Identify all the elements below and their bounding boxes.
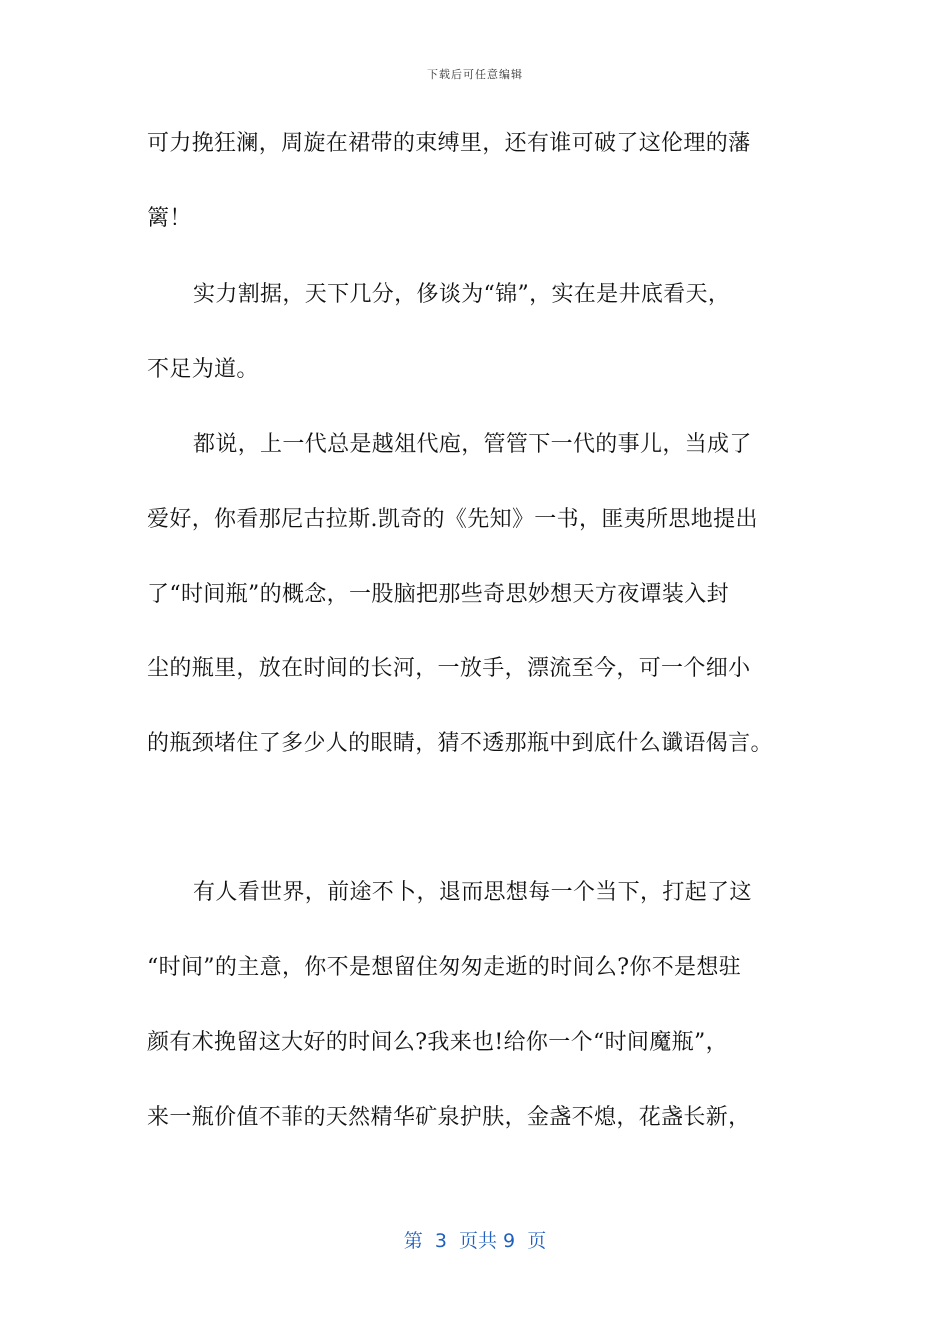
paragraph-first-line: 都说，上一代总是越俎代庖，管管下一代的事儿，当成了 — [193, 432, 752, 457]
text-line: 爱好，你看那尼古拉斯.凯奇的《先知》一书，匪夷所思地提出 — [147, 507, 758, 532]
text-line: 可力挽狂澜，周旋在裙带的束缚里，还有谁可破了这伦理的藩 — [147, 131, 751, 156]
text-line: 尘的瓶里，放在时间的长河，一放手，漂流至今，可一个细小 — [147, 656, 751, 681]
paragraph-first-line: 有人看世界，前途不卜，退而思想每一个当下，打起了这 — [193, 880, 752, 905]
paragraph-first-line: 实力割据，天下几分，侈谈为“锦”，实在是井底看天， — [193, 282, 731, 307]
text-line: 了“时间瓶”的概念，一股脑把那些奇思妙想天方夜谭装入封 — [147, 582, 729, 607]
text-line: 来一瓶价值不菲的天然精华矿泉护肤，金盏不熄，花盏长新， — [147, 1105, 751, 1130]
page-header: 下载后可任意编辑 — [427, 68, 523, 81]
page-footer: 第 3 页共 9 页 — [403, 1230, 547, 1252]
text-line: 的瓶颈堵住了多少人的眼睛，猜不透那瓶中到底什么谶语偈言。 — [147, 731, 773, 756]
text-line: “时间”的主意，你不是想留住匆匆走逝的时间么?你不是想驻 — [147, 955, 742, 980]
text-line: 篱！ — [147, 206, 192, 231]
text-line: 颜有术挽留这大好的时间么?我来也!给你一个“时间魔瓶”， — [147, 1030, 728, 1055]
text-line: 不足为道。 — [147, 357, 259, 382]
